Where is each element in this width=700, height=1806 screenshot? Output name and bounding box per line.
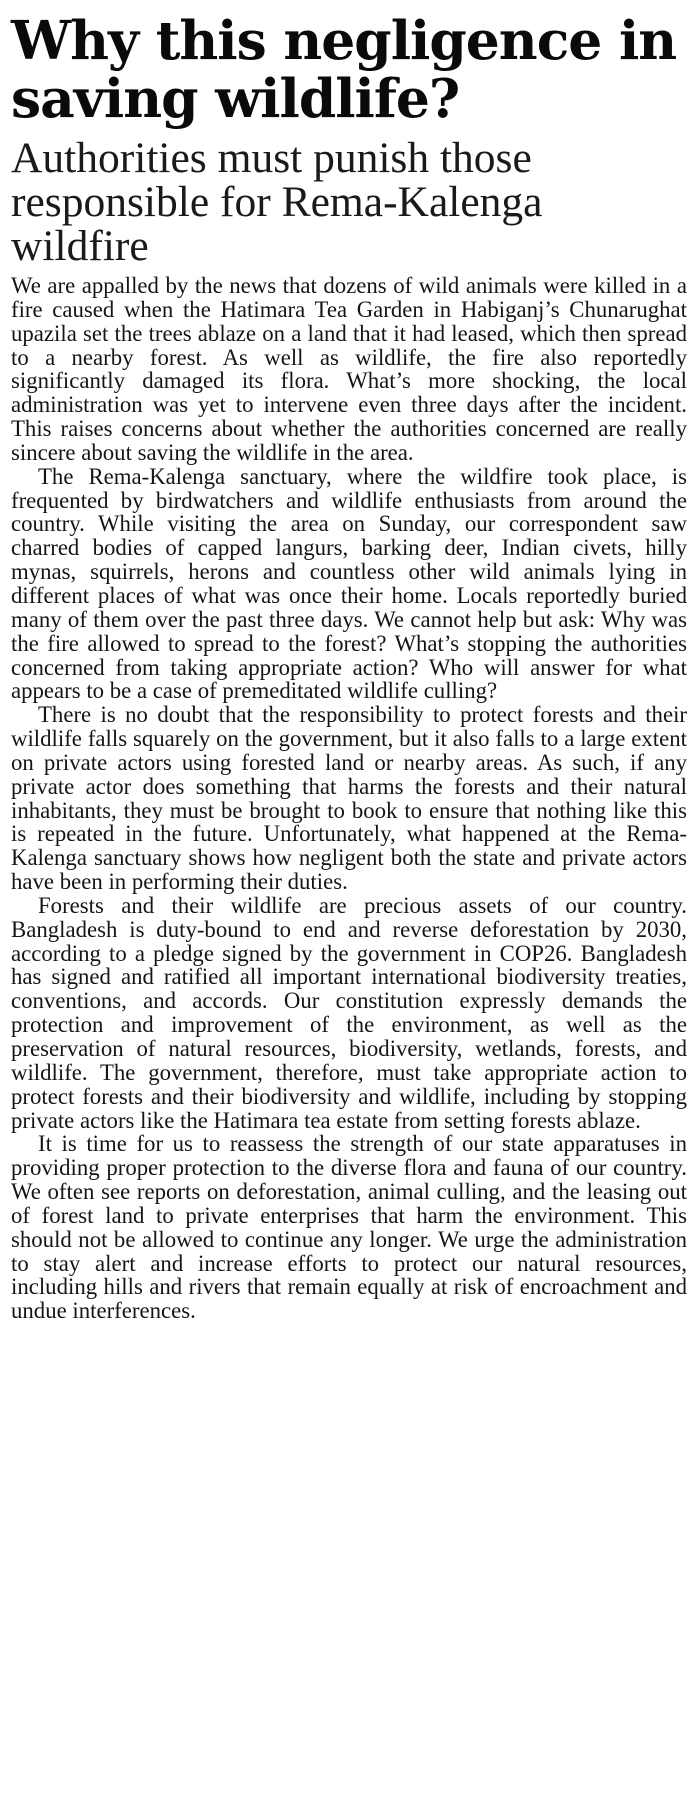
headline: Why this negligence in saving wildlife? [11,9,677,130]
paragraph-4: Forests and their wildlife are precious assets of our country. Bangladesh is duty-bound to end and reverse deforestation by 2030, according to a pledge signed by the government in COP26. Bangladesh has signed and ratified all important international biodiversity treaties, conventions, and accords. Our constitution expressly demands the protection and improvement of the environment, as well as the preservation of natural resources, biodiversity, wetlands, forests, and wildlife. The government, therefore, must take appropriate action to protect forests and their biodiversity and wildlife, including by stopping private actors like the Hatimara tea estate from setting forests ablaze. [11,892,687,1133]
subheadline: Authorities must punish those responsible for Rema-Kalenga wildfire [11,134,543,270]
paragraph-5: It is time for us to reassess the strength of our state apparatuses in providing proper protection to the diverse flora and fauna of our country. We often see reports on deforestation, animal culling, and the leasing out of forest land to private enterprises that harm the environment. This should not be allowed to continue any longer. We urge the administration to stay alert and increase efforts to protect our natural resources, including hills and rivers that remain equally at risk of encroachment and undue interferences. [11,1131,687,1324]
paragraph-1: We are appalled by the news that dozens of wild animals were killed in a fire caused when the Hatimara Tea Garden in Habiganj’s Chunarughat upazila set the trees ablaze on a land that it had leased, which then spread to a nearby forest. As well as wildlife, the fire also reportedly significantly damaged its flora. What’s more shocking, the local administration was yet to intervene even three days after the incident. This raises concerns about whether the authorities concerned are really sincere about saving the wildlife in the area. [11,273,687,465]
article-body [11,274,687,1323]
paragraph-3: There is no doubt that the responsibility to protect forests and their wildlife falls squarely on the government, but it also falls to a large extent on private actors using forested land or nearby areas. As such, if any private actor does something that harms the forests and their natural inhabitants, they must be brought to book to ensure that nothing like this is repeated in the future. Unfortunately, what happened at the Rema-Kalenga sanctuary shows how negligent both the state and private actors have been in performing their duties. [11,702,687,895]
paragraph-2: The Rema-Kalenga sanctuary, where the wildfire took place, is frequented by birdwatchers and wildlife enthusiasts from around the country. While visiting the area on Sunday, our correspondent saw charred bodies of capped langurs, barking deer, Indian civets, hilly mynas, squirrels, herons and countless other wild animals lying in different places of what was once their home. Locals reportedly buried many of them over the past three days. We cannot help but ask: Why was the fire allowed to spread to the forest? What’s stopping the authorities concerned from taking appropriate action? Who will answer for what appears to be a case of premeditated wildlife culling? [11,463,687,704]
editorial-article [11,9,687,1324]
